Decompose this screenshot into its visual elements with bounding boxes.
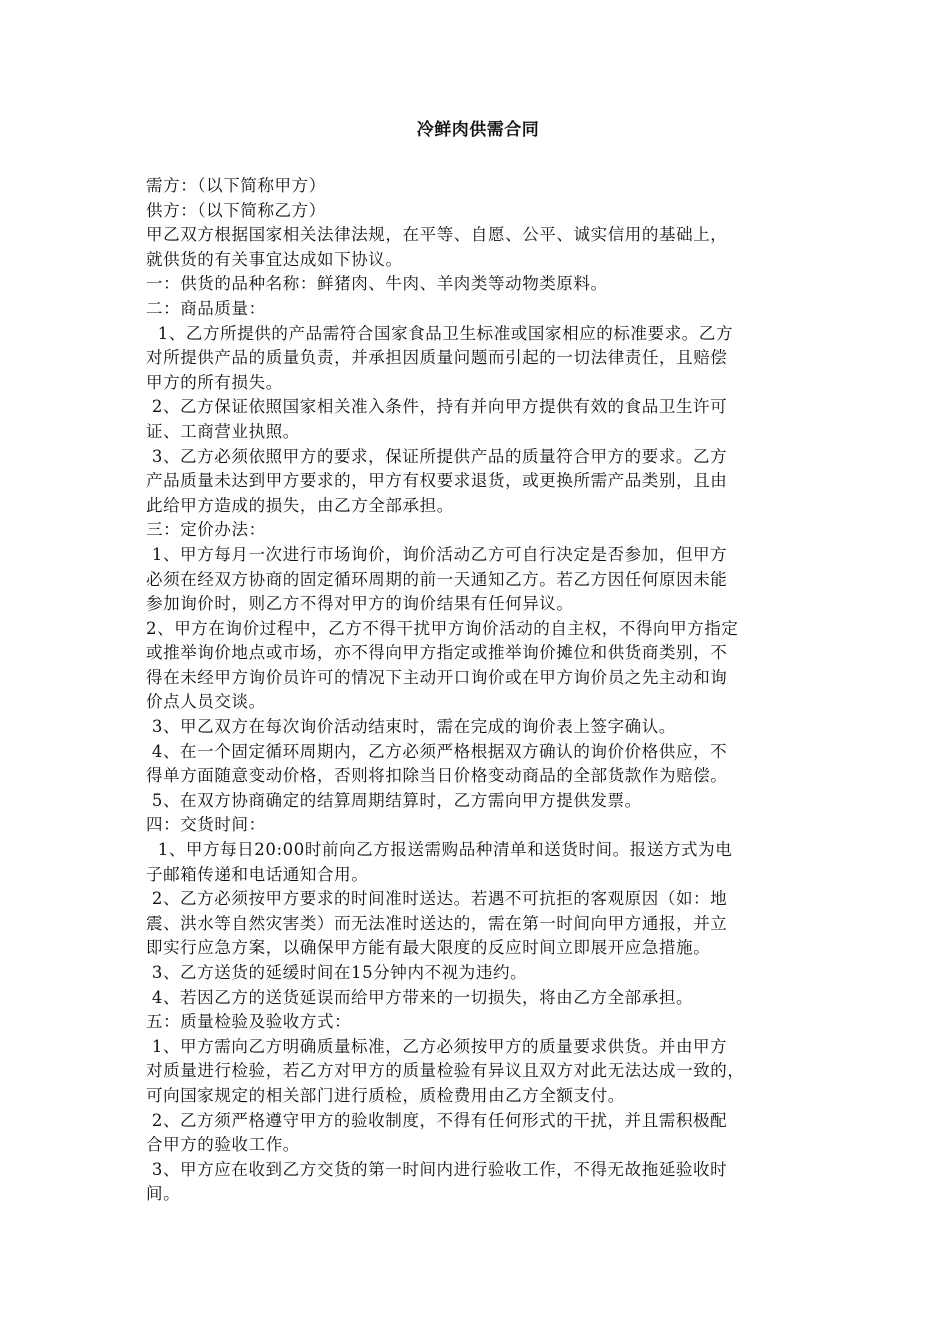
text-line: 二：商品质量： xyxy=(146,298,266,318)
text-line: 参加询价时，则乙方不得对甲方的询价结果有任何异议。 xyxy=(146,594,574,614)
text-line: 4、若因乙方的送货延误而给甲方带来的一切损失，将由乙方全部承担。 xyxy=(146,987,694,1007)
text-line: 甲方的所有损失。 xyxy=(146,372,283,392)
text-line: 四：交货时间： xyxy=(146,815,266,835)
text-line: 5、在双方协商确定的结算周期结算时，乙方需向甲方提供发票。 xyxy=(146,790,642,810)
text-line: 子邮箱传递和电话通知合用。 xyxy=(146,864,369,884)
text-line: 对质量进行检验，若乙方对甲方的质量检验有异议且双方对此无法达成一致的， xyxy=(146,1061,745,1081)
text-line: 间。 xyxy=(146,1184,181,1204)
text-line: 1、甲方每日20:00时前向乙方报送需购品种清单和送货时间。报送方式为电 xyxy=(146,840,733,860)
text-line: 或推举询价地点或市场，亦不得向甲方指定或推举询价摊位和供货商类别，不 xyxy=(146,643,728,663)
text-line: 2、乙方须严格遵守甲方的验收制度，不得有任何形式的干扰，并且需积极配 xyxy=(146,1110,728,1130)
text-line: 产品质量未达到甲方要求的，甲方有权要求退货，或更换所需产品类别，且由 xyxy=(146,471,728,491)
text-line: 需方：（以下简称甲方） xyxy=(146,176,326,195)
text-line: 3、乙方送货的延缓时间在15分钟内不视为违约。 xyxy=(146,963,528,982)
text-line: 2、乙方必须按甲方要求的时间准时送达。若遇不可抗拒的客观原因（如：地 xyxy=(146,889,728,909)
text-line: 对所提供产品的质量负责，并承担因质量问题而引起的一切法律责任，且赔偿 xyxy=(146,348,728,368)
text-line: 震、洪水等自然灾害类）而无法准时送达的，需在第一时间向甲方通报，并立 xyxy=(146,913,728,933)
text-line: 甲乙双方根据国家相关法律法规，在平等、自愿、公平、诚实信用的基础上， xyxy=(146,225,728,245)
text-line: 五：质量检验及验收方式： xyxy=(146,1012,352,1032)
text-line: 3、乙方必须依照甲方的要求，保证所提供产品的质量符合甲方的要求。乙方 xyxy=(146,446,728,466)
text-line: 价点人员交谈。 xyxy=(146,692,266,712)
text-line: 合甲方的验收工作。 xyxy=(146,1135,300,1155)
contract-body xyxy=(146,174,810,1207)
text-line: 2、乙方保证依照国家相关准入条件，持有并向甲方提供有效的食品卫生许可 xyxy=(146,397,728,417)
text-line: 一：供货的品种名称：鲜猪肉、牛肉、羊肉类等动物类原料。 xyxy=(146,274,608,294)
text-line: 1、乙方所提供的产品需符合国家食品卫生标准或国家相应的标准要求。乙方 xyxy=(146,323,734,343)
contract-page xyxy=(146,118,810,1207)
text-line: 得单方面随意变动价格，否则将扣除当日价格变动商品的全部货款作为赔偿。 xyxy=(146,766,728,786)
text-line: 2、甲方在询价过程中，乙方不得干扰甲方询价活动的自主权，不得向甲方指定 xyxy=(146,618,739,638)
text-line: 此给甲方造成的损失，由乙方全部承担。 xyxy=(146,495,454,515)
text-line: 3、甲乙双方在每次询价活动结束时，需在完成的询价表上签字确认。 xyxy=(146,717,676,737)
text-line: 1、甲方每月一次进行市场询价，询价活动乙方可自行决定是否参加，但甲方 xyxy=(146,544,728,564)
document-title: 冷鲜肉供需合同 xyxy=(416,120,540,140)
text-line: 即实行应急方案，以确保甲方能有最大限度的反应时间立即展开应急措施。 xyxy=(146,938,711,958)
text-line: 1、甲方需向乙方明确质量标准，乙方必须按甲方的质量要求供货。并由甲方 xyxy=(146,1036,728,1056)
text-line: 三：定价办法： xyxy=(146,520,266,540)
text-line: 可向国家规定的相关部门进行质检，质检费用由乙方全额支付。 xyxy=(146,1085,625,1105)
text-line: 4、在一个固定循环周期内，乙方必须严格根据双方确认的询价价格供应，不 xyxy=(146,741,728,761)
text-line: 必须在经双方协商的固定循环周期的前一天通知乙方。若乙方因任何原因未能 xyxy=(146,569,728,589)
text-line: 证、工商营业执照。 xyxy=(146,421,300,441)
text-line: 得在未经甲方询价员许可的情况下主动开口询价或在甲方询价员之先主动和询 xyxy=(146,667,728,687)
text-line: 3、甲方应在收到乙方交货的第一时间内进行验收工作，不得无故拖延验收时 xyxy=(146,1159,728,1179)
text-line: 就供货的有关事宜达成如下协议。 xyxy=(146,249,403,269)
text-line: 供方：（以下简称乙方） xyxy=(146,200,326,220)
